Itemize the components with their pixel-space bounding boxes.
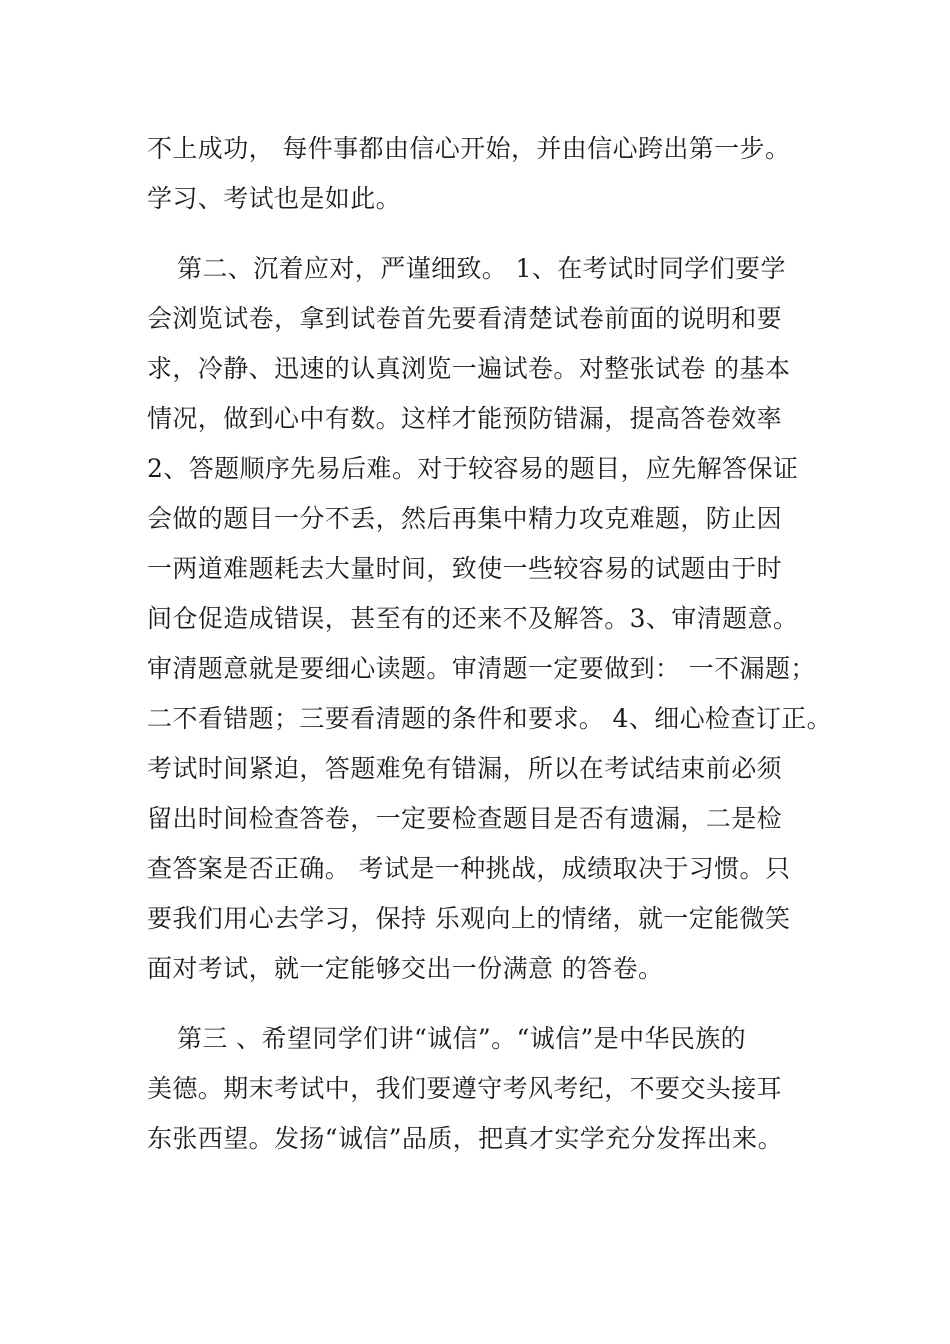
text-line: 二不看错题；三要看清题的条件和要求。 4、细心检查订正。 xyxy=(147,704,833,733)
text-line: 不上成功， 每件事都由信心开始，并由信心跨出第一步。 xyxy=(147,134,791,163)
text-line: 东张西望。发扬“诚信”品质，把真才实学充分发挥出来。 xyxy=(147,1124,783,1153)
text-line: 一两道难题耗去大量时间，致使一些较容易的试题由于时 xyxy=(147,554,783,583)
text-line: 间仓促造成错误，甚至有的还来不及解答。3、审清题意。 xyxy=(147,604,799,633)
text-line: 查答案是否正确。 考试是一种挑战，成绩取决于习惯。只 xyxy=(147,854,791,883)
text-line: 学习、考试也是如此。 xyxy=(147,184,402,213)
text-line: 2、答题顺序先易后难。对于较容易的题目，应先解答保证 xyxy=(147,454,799,483)
text-line: 美德。期末考试中，我们要遵守考风考纪，不要交头接耳 xyxy=(147,1074,783,1103)
text-line: 求，冷静、迅速的认真浏览一遍试卷。对整张试卷 的基本 xyxy=(147,354,791,383)
text-line: 会做的题目一分不丢，然后再集中精力攻克难题，防止因 xyxy=(147,504,783,533)
text-line: 要我们用心去学习，保持 乐观向上的情绪，就一定能微笑 xyxy=(147,904,791,933)
text-line: 情况，做到心中有数。这样才能预防错漏，提高答卷效率 xyxy=(147,404,783,433)
text-line: 会浏览试卷，拿到试卷首先要看清楚试卷前面的说明和要 xyxy=(147,304,783,333)
text-line: 审清题意就是要细心读题。审清题一定要做到： 一不漏题； xyxy=(147,654,816,683)
text-line: 面对考试，就一定能够交出一份满意 的答卷。 xyxy=(147,954,664,983)
text-line: 第三 、希望同学们讲“诚信”。“诚信”是中华民族的 xyxy=(177,1024,747,1053)
text-line: 考试时间紧迫，答题难免有错漏，所以在考试结束前必须 xyxy=(147,754,783,783)
text-line: 留出时间检查答卷，一定要检查题目是否有遗漏，二是检 xyxy=(147,804,783,833)
text-line: 第二、沉着应对，严谨细致。 1、在考试时同学们要学 xyxy=(177,254,786,283)
